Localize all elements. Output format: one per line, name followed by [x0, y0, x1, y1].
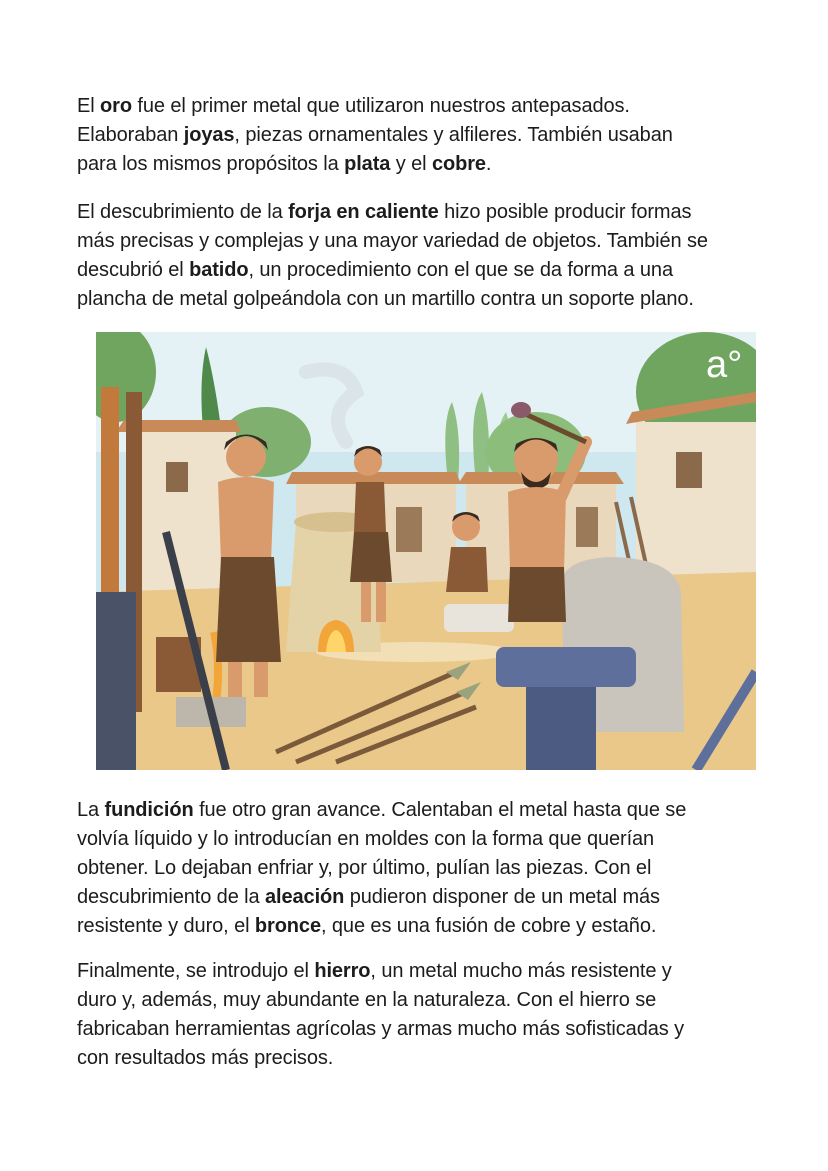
vise [496, 647, 636, 687]
publisher-logo: a° [706, 344, 743, 386]
text-segment: , que es una fusión de cobre y estaño. [320, 915, 657, 937]
text-segment: volvía líquido y lo introducían en moldes con la forma que querían [77, 828, 655, 850]
text-segment: descubrimiento de la [77, 886, 266, 908]
text-segment: fabricaban herramientas agrícolas y armas mucho más sofisticadas y [77, 1018, 684, 1040]
bold-term: joyas [183, 124, 235, 146]
bold-term: fundición [104, 799, 194, 821]
text-segment: Elaboraban [77, 124, 184, 146]
metalworking-illustration [96, 332, 756, 770]
bold-term: hierro [314, 960, 371, 982]
text-segment: más precisas y complejas y una mayor variedad de objetos. También se [77, 230, 708, 252]
bold-term: cobre [431, 153, 486, 175]
bold-term: batido [189, 259, 249, 281]
text-segment: , piezas ornamentales y alfileres. También usaban [234, 124, 673, 146]
text-segment: con resultados más precisos. [77, 1047, 334, 1069]
bold-term: plata [344, 153, 391, 175]
text-segment: El [77, 95, 101, 117]
text-segment: La [77, 799, 105, 821]
text-segment: fue el primer metal que utilizaron nuestros antepasados. [131, 95, 630, 117]
paragraph-hot-forging [77, 198, 777, 314]
paragraph-casting [77, 796, 777, 941]
text-segment: fue otro gran avance. Calentaban el metal hasta que se [193, 799, 687, 821]
text-segment: , un metal mucho más resistente y [370, 960, 672, 982]
text-segment: y el [390, 153, 432, 175]
text-segment: plancha de metal golpeándola con un martillo contra un soporte plano. [77, 288, 694, 310]
text-segment: , un procedimiento con el que se da forma a una [248, 259, 673, 281]
text-segment: Finalmente, se introdujo el [77, 960, 315, 982]
text-segment: obtener. Lo dejaban enfriar y, por último, pulían las piezas. Con el [77, 857, 652, 879]
text-segment: El descubrimiento de la [77, 201, 289, 223]
text-segment: pudieron disponer de un metal más [344, 886, 660, 908]
text-segment: hizo posible producir formas [438, 201, 692, 223]
text-segment: . [485, 153, 492, 175]
text-segment: resistente y duro, el [77, 915, 255, 937]
bold-term: bronce [254, 915, 321, 937]
bold-term: aleación [265, 886, 345, 908]
text-segment: descubrió el [77, 259, 190, 281]
paragraph-iron [77, 957, 777, 1073]
bold-term: forja en caliente [288, 201, 439, 223]
paragraph-gold [77, 92, 777, 179]
text-segment: para los mismos propósitos la [77, 153, 345, 175]
text-segment: duro y, además, muy abundante en la naturaleza. Con el hierro se [77, 989, 657, 1011]
bold-term: oro [100, 95, 132, 117]
